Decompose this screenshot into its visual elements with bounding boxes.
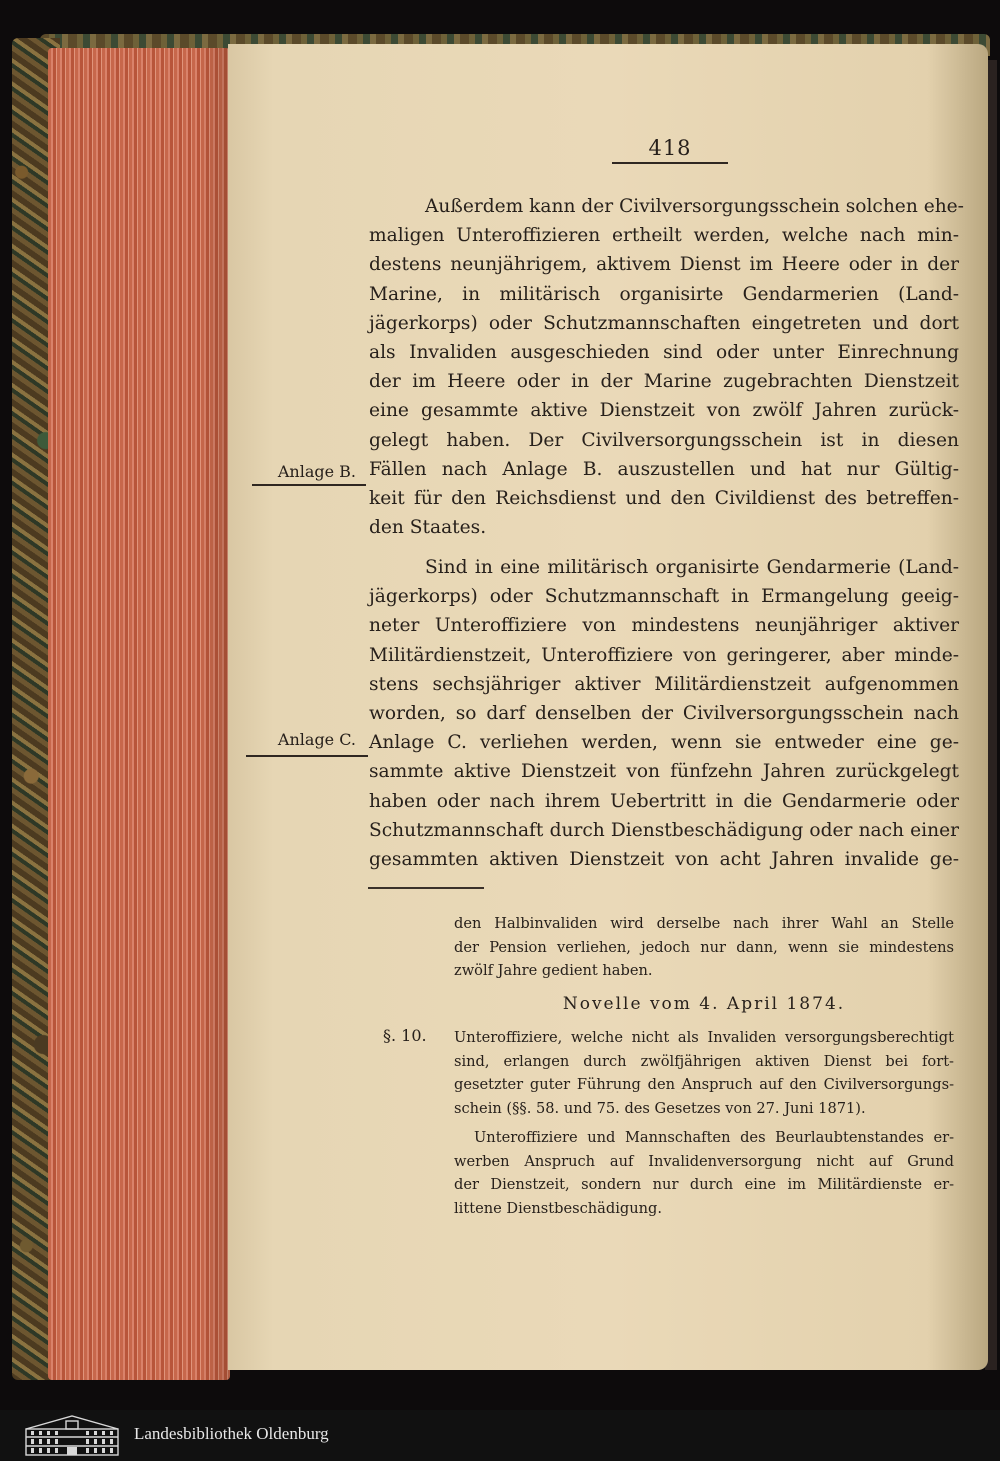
text-line: stens sechsjähriger aktiver Militärdienstzeit aufgenommen xyxy=(369,673,959,695)
section-mark: §. 10. xyxy=(383,1026,427,1045)
text-line: maligen Unteroffizieren ertheilt werden, welche nach min- xyxy=(369,225,959,247)
page-number-rule xyxy=(612,162,728,164)
text-line: neter Unteroffiziere von mindestens neunjähriger aktiver xyxy=(369,615,959,637)
page-edge-shadow xyxy=(200,48,230,1380)
footnote-line: zwölf Jahre gedient haben. xyxy=(454,962,653,980)
text-line: eine gesammte aktive Dienstzeit von zwölf Jahren zurück- xyxy=(369,400,959,422)
footnote-line: sind, erlangen durch zwölfjährigen aktiven Dienst bei fort- xyxy=(454,1052,954,1070)
footnote-rule xyxy=(368,887,484,889)
text-line: gelegt haben. Der Civilversorgungsschein ist in diesen xyxy=(369,429,959,451)
text-line: sammte aktive Dienstzeit von fünfzehn Jahren zurückgelegt xyxy=(369,761,959,783)
text-line: Anlage C. verliehen werden, wenn sie entweder eine ge- xyxy=(369,732,959,754)
text-line: den Staates. xyxy=(369,517,487,539)
footnote-line: Unteroffiziere und Mannschaften des Beurlaubtenstandes er- xyxy=(474,1129,954,1146)
text-line: gesammten aktiven Dienstzeit von acht Jahren invalide ge- xyxy=(369,849,959,871)
footnote-line: Unteroffiziere, welche nicht als Invaliden versorgungsberechtigt xyxy=(454,1029,954,1046)
text-line: Sind in eine militärisch organisirte Gendarmerie (Land- xyxy=(425,557,959,578)
text-line: worden, so darf denselben der Civilversorgungsschein nach xyxy=(369,703,959,725)
text-line: jägerkorps) oder Schutzmannschaften eingetreten und dort xyxy=(369,312,959,334)
text-line: der im Heere oder in der Marine zugebrachten Dienstzeit xyxy=(369,371,959,393)
text-line: haben oder nach ihrem Uebertritt in die Gendarmerie oder xyxy=(369,790,959,812)
footnote-line: werben Anspruch auf Invalidenversorgung nicht auf Grund xyxy=(454,1152,954,1170)
footnote-line: der Pension verliehen, jedoch nur dann, wenn sie mindestens xyxy=(454,938,954,956)
paragraph-1 xyxy=(369,192,964,542)
text-line: Außerdem kann der Civilversorgungsschein solchen ehe- xyxy=(425,196,964,217)
margin-rule-b xyxy=(252,484,366,486)
section-10-text xyxy=(454,1026,954,1120)
library-name: Landesbibliothek Oldenburg xyxy=(134,1424,329,1443)
novelle-heading: Novelle vom 4. April 1874. xyxy=(562,994,846,1014)
footnote-line: schein (§§. 58. und 75. des Gesetzes von 27. Juni 1871). xyxy=(454,1099,866,1117)
text-line: destens neunjährigem, aktivem Dienst im Heere oder in der xyxy=(369,254,959,276)
footnote-continuation xyxy=(454,912,954,983)
margin-note-anlage-b: Anlage B. xyxy=(277,462,356,481)
page-number: 418 xyxy=(648,136,692,160)
footnote-line: littene Dienstbeschädigung. xyxy=(454,1199,663,1217)
paragraph-2 xyxy=(369,553,959,874)
text-line: jägerkorps) oder Schutzmannschaft in Ermangelung geeig- xyxy=(369,586,959,608)
margin-note-anlage-c: Anlage C. xyxy=(277,730,356,749)
footnote-line: der Dienstzeit, sondern nur durch eine im Militärdienste er- xyxy=(454,1176,954,1194)
text-line: Fällen nach Anlage B. auszustellen und hat nur Gültig- xyxy=(369,458,959,480)
library-building-icon xyxy=(22,1413,122,1457)
margin-rule-c xyxy=(246,755,368,757)
text-line: als Invaliden ausgeschieden sind oder unter Einrechnung xyxy=(369,342,959,364)
text-line: Schutzmannschaft durch Dienstbeschädigung oder nach einer xyxy=(369,819,959,841)
text-line: keit für den Reichsdienst und den Civildienst des betreffen- xyxy=(369,488,959,510)
text-line: Militärdienstzeit, Unteroffiziere von geringerer, aber minde- xyxy=(369,644,959,666)
footnote-line: den Halbinvaliden wird derselbe nach ihrer Wahl an Stelle xyxy=(454,915,954,932)
text-line: Marine, in militärisch organisirte Gendarmerien (Land- xyxy=(369,283,959,305)
section-10-text-2 xyxy=(454,1126,954,1220)
footnote-line: gesetzter guter Führung den Anspruch auf den Civilversorgungs- xyxy=(454,1076,954,1094)
